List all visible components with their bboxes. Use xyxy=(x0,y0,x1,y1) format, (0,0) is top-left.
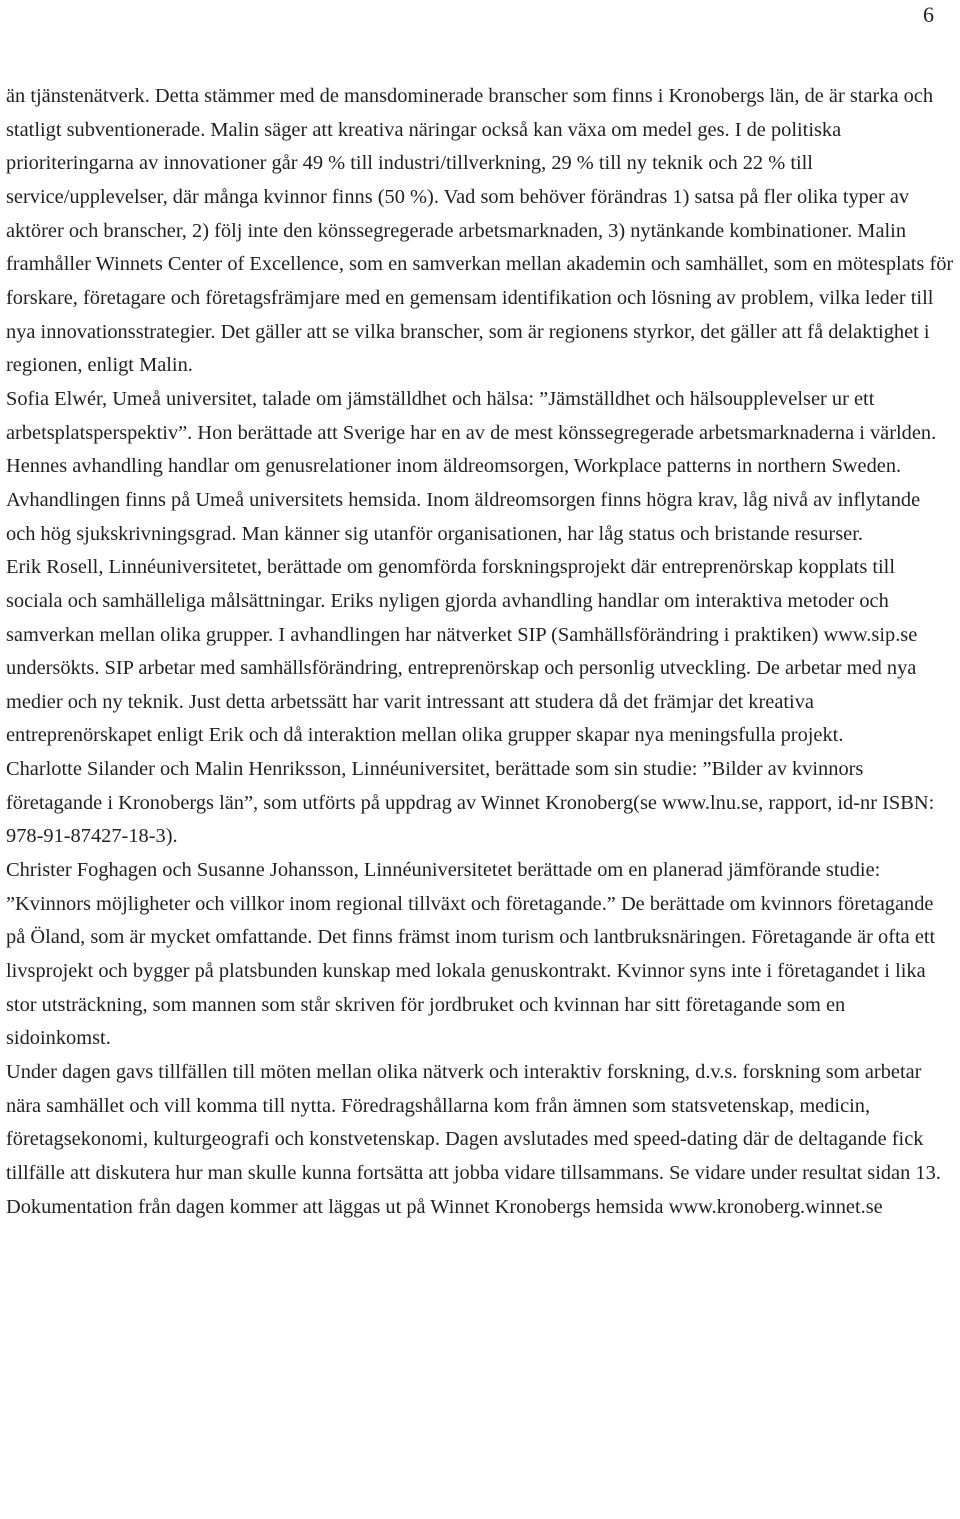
page-number: 6 xyxy=(923,2,934,27)
paragraph-foghagen-johansson: Christer Foghagen och Susanne Johansson, Linnéuniversitetet berättade om en planerad jämförande studie: ”Kvinnors möjligheter och villkor inom regional tillväxt och företagande.” De berättade om kvinnors företagande på Öland, som är mycket omfattande. Det finns främst inom turism och lantbruksnäringen. Företagande är ofta ett livsprojekt och bygger på platsbunden kunskap med lokala genuskontrakt. Kvinnor syns inte i företagandet i lika stor utsträckning, som mannen som står skriven för jordbruket och kvinnan har sitt företagande som en sidoinkomst. xyxy=(6,859,936,1050)
paragraph-erik-rosell: Erik Rosell, Linnéuniversitetet, berättade om genomförda forskningsprojekt där entreprenörskap kopplats till sociala och samhälleliga målsättningar. Eriks nyligen gjorda avhandling handlar om interaktiva metoder och samverkan mellan olika grupper. I avhandlingen har nätverket SIP (Samhällsförändring i praktiken) www.sip.se undersökts. SIP arbetar med samhällsförändring, entreprenörskap och personlig utveckling. De arbetar med nya medier och ny teknik. Just detta arbetssätt har varit intressant att studera då det främjar det kreativa entreprenörskapet enligt Erik och då interaktion mellan olika grupper skapar nya meningsfulla projekt. xyxy=(6,556,918,747)
paragraph-sofia-elwer: Sofia Elwér, Umeå universitet, talade om jämställdhet och hälsa: ”Jämställdhet och hälsoupplevelser ur ett arbetsplatsperspektiv”. Hon berättade att Sverige har en av de mest könssegregerade arbetsmarknaderna i världen. Hennes avhandling handlar om genusrelationer inom äldreomsorgen, Workplace patterns in northern Sweden. Avhandlingen finns på Umeå universitets hemsida. Inom äldreomsorgen finns högra krav, låg nivå av inflytande och hög sjukskrivningsgrad. Man känner sig utanför organisationen, har låg status och bristande resurser. xyxy=(6,387,937,545)
paragraph-documentation: Dokumentation från dagen kommer att läggas ut på Winnet Kronobergs hemsida www.kronoberg.winnet.se xyxy=(6,1195,883,1218)
document-body xyxy=(6,80,954,1224)
paragraph-malin-continued: än tjänstenätverk. Detta stämmer med de mansdominerade branscher som finns i Kronobergs län, de är starka och statligt subventionerade. Malin säger att kreativa näringar också kan växa om medel ges. I de politiska prioriteringarna av innovationer går 49 % till industri/tillverkning, 29 % till ny teknik och 22 % till service/upplevelser, där många kvinnor finns (50 %). Vad som behöver förändras 1) satsa på fler olika typer av aktörer och branscher, 2) följ inte den könssegregerade arbetsmarknaden, 3) nytänkande kombinationer. Malin framhåller Winnets Center of Excellence, som en samverkan mellan akademin och samhället, som en mötesplats för forskare, företagare och företagsfrämjare med en gemensam identifikation och lösning av problem, vilka leder till nya innovationsstrategier. Det gäller att se vilka branscher, som är regionens styrkor, det gäller att få delaktighet i regionen, enligt Malin. xyxy=(6,85,954,377)
paragraph-silander-henriksson: Charlotte Silander och Malin Henriksson, Linnéuniversitet, berättade som sin studie: ”Bilder av kvinnors företagande i Kronobergs län”, som utförts på uppdrag av Winnet Kronoberg(se www.lnu.se, rapport, id-nr ISBN: 978-91-87427-18-3). xyxy=(6,758,935,848)
paragraph-day-summary: Under dagen gavs tillfällen till möten mellan olika nätverk och interaktiv forskning, d.v.s. forskning som arbetar nära samhället och vill komma till nytta. Föredragshållarna kom från ämnen som statsvetenskap, medicin, företagsekonomi, kulturgeografi och konstvetenskap. Dagen avslutades med speed-dating där de deltagande fick tillfälle att diskutera hur man skulle kunna fortsätta att jobba vidare tillsammans. Se vidare under resultat sidan 13. xyxy=(6,1061,941,1184)
